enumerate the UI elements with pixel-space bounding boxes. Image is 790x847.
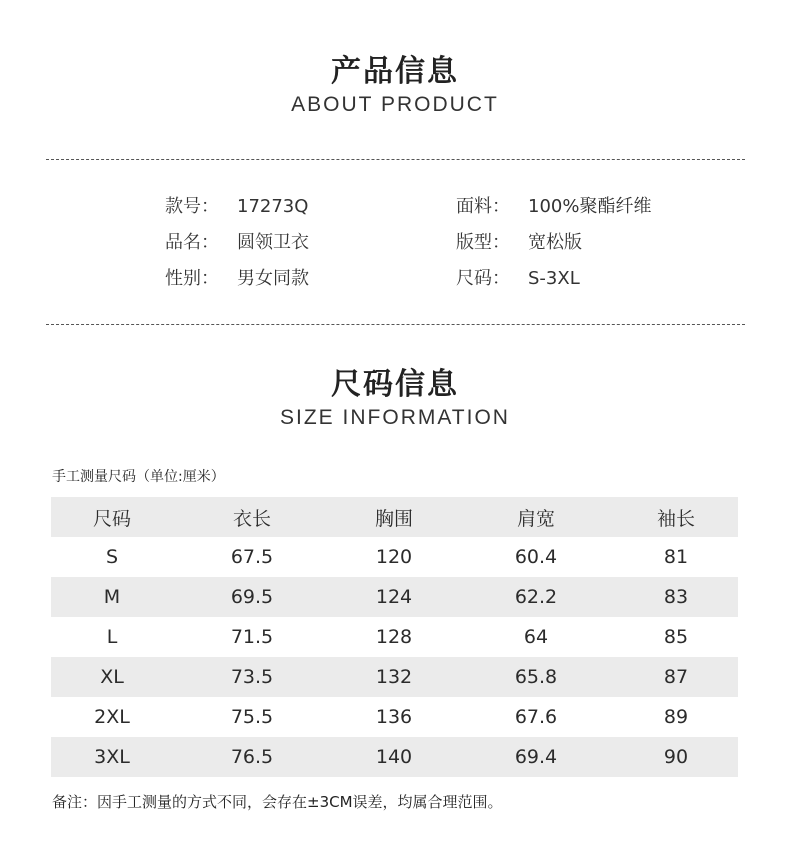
info-label: 性别： [165, 268, 219, 289]
table-cell: 67.6 [514, 706, 558, 728]
dashed-divider [46, 324, 745, 325]
product-info-grid [0, 193, 790, 303]
table-cell: 120 [375, 546, 413, 568]
table-cell: 64 [523, 626, 549, 648]
table-header-cell: 尺码 [92, 508, 131, 530]
info-label: 面料： [456, 196, 510, 217]
table-header-row [51, 497, 738, 537]
size-table-caption: 手工测量尺码（单位:厘米） [52, 469, 225, 485]
product-info-subtitle: ABOUT PRODUCT [291, 93, 499, 116]
size-info-heading [0, 367, 790, 431]
info-label: 尺码： [456, 268, 510, 289]
table-cell: 81 [663, 546, 689, 568]
table-cell: 2XL [94, 706, 130, 728]
table-row [51, 737, 738, 777]
table-cell: 69.4 [514, 746, 558, 768]
table-row [51, 577, 738, 617]
table-cell: XL [100, 666, 124, 688]
table-cell: 60.4 [514, 546, 558, 568]
table-cell: 87 [663, 666, 689, 688]
table-cell: 65.8 [514, 666, 558, 688]
table-cell: 75.5 [230, 706, 274, 728]
table-cell: 89 [663, 706, 689, 728]
info-label: 版型： [456, 232, 510, 253]
table-row [51, 697, 738, 737]
table-cell: 3XL [94, 746, 130, 768]
table-cell: 73.5 [230, 666, 274, 688]
info-value: 圆领卫衣 [237, 232, 309, 253]
size-table [51, 497, 738, 777]
dashed-divider [46, 159, 745, 160]
info-value: 17273Q [237, 196, 309, 217]
info-value: 100%聚酯纤维 [528, 196, 652, 217]
table-header-cell: 衣长 [232, 508, 271, 530]
table-cell: 124 [375, 586, 413, 608]
table-row [51, 657, 738, 697]
table-row [51, 617, 738, 657]
table-header-cell: 肩宽 [516, 508, 555, 530]
info-value: 宽松版 [528, 232, 582, 253]
size-info-title: 尺码信息 [331, 367, 459, 402]
size-info-subtitle: SIZE INFORMATION [280, 406, 510, 429]
table-cell: 71.5 [230, 626, 274, 648]
table-cell: 136 [375, 706, 413, 728]
info-value: 男女同款 [237, 268, 309, 289]
table-header-cell: 胸围 [374, 508, 413, 530]
table-cell: 62.2 [514, 586, 558, 608]
product-info-heading [0, 54, 790, 118]
table-cell: 90 [663, 746, 689, 768]
info-value: S-3XL [528, 268, 580, 289]
measurement-footnote: 备注：因手工测量的方式不同，会存在±3CM误差，均属合理范围。 [52, 793, 503, 811]
table-cell: 128 [375, 626, 413, 648]
table-cell: 85 [663, 626, 689, 648]
table-cell: 132 [375, 666, 413, 688]
table-cell: S [105, 546, 119, 568]
table-cell: M [103, 586, 121, 608]
table-cell: L [106, 626, 118, 648]
info-label: 款号： [165, 196, 219, 217]
table-cell: 76.5 [230, 746, 274, 768]
table-row [51, 537, 738, 577]
table-cell: 83 [663, 586, 689, 608]
table-cell: 69.5 [230, 586, 274, 608]
table-cell: 140 [375, 746, 413, 768]
product-info-title: 产品信息 [331, 54, 459, 89]
table-cell: 67.5 [230, 546, 274, 568]
info-label: 品名： [165, 232, 219, 253]
table-header-cell: 袖长 [656, 508, 695, 530]
